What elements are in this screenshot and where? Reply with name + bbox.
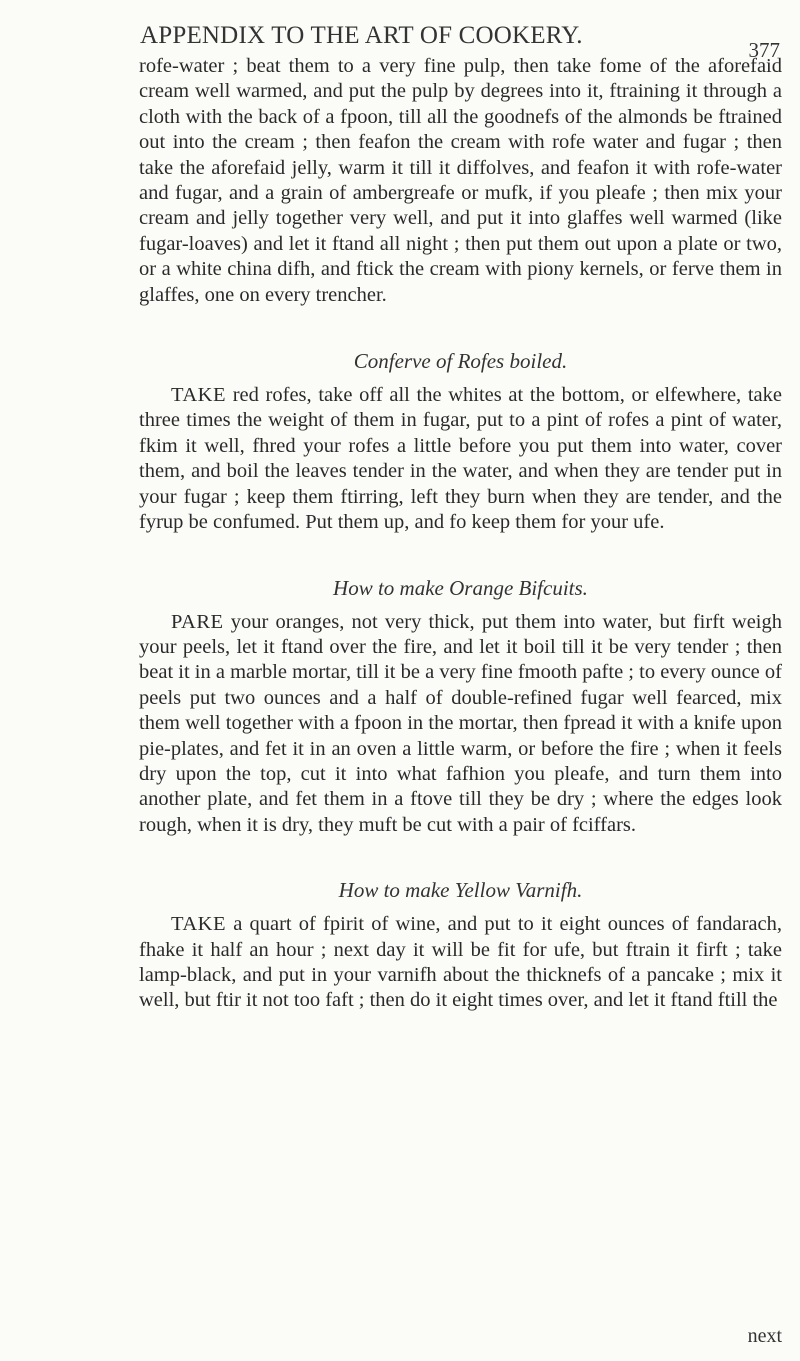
paragraph-text: red rofes, take off all the whites at the bottom, or elfewhere, take three times the weight of them in fugar, put to a pint of rofes a pint of water, fkim it well, fhred your rofes a little before you put them into water, cover them, and boil the leaves tender in the water, and when they are tender put in your fugar ; keep them ftirring, left they burn when they are tender, and the fyrup be confumed. Put them up, and fo keep them for your ufe. xyxy=(139,384,782,534)
paragraph-lead-word: TAKE xyxy=(171,384,227,407)
paragraph-lead-word: TAKE xyxy=(171,913,227,936)
body-text xyxy=(139,54,782,1014)
running-head: APPENDIX TO THE ART OF COOKERY. xyxy=(140,22,583,49)
continued-paragraph xyxy=(139,54,782,308)
paragraph-text: your oranges, not very thick, put them into water, but firft weigh your peels, let it ftand over the fire, and let it boil till it be very tender ; then beat it in a marble mortar, till it be a very fine fmooth pafte ; to every ounce of peels put two ounces and a half of double-refined fugar well fearced, mix them well together with a fpoon in the mortar, then fpread it with a knife upon pie-plates, and fet it in an oven a little warm, or before the fire ; when it feels dry upon the top, cut it into what fafhion you pleafe, and turn them into another plate, and fet them in a ftove till they be dry ; where the edges look rough, when it is dry, they muft be cut with a pair of fciffars. xyxy=(139,610,782,836)
paragraph-text: rofe-water ; beat them to a very fine pulp, then take fome of the aforefaid cream well warmed, and put the pulp by degrees into it, ftraining it through a cloth with the back of a fpoon, till all the goodnefs of the almonds be ftrained out into the cream ; then feafon the cream with rofe water and fugar ; then take the aforefaid jelly, warm it till it diffolves, and feafon it with rofe-water and fugar, and a grain of ambergreafe or mufk, if you pleafe ; then mix your cream and jelly together very well, and put it into glaffes well warmed (like fugar-loaves) and let it ftand all night ; then put them out upon a plate or two, or a white china difh, and ftick the cream with piony kernels, or ferve them in glaffes, one on every trencher. xyxy=(139,55,782,306)
recipe-paragraph-yellow-varnish xyxy=(139,912,782,1014)
recipe-heading-orange-biscuits: How to make Orange Bifcuits. xyxy=(333,575,588,600)
recipe-paragraph-conserve-of-roses xyxy=(139,383,782,535)
paragraph-lead-word: PARE xyxy=(171,610,224,633)
page-header xyxy=(140,16,780,62)
paragraph-text: a quart of fpirit of wine, and put to it eight ounces of fandarach, fhake it half an hour ; next day it will be fit for ufe, but ftrain it firft ; take lamp-black, and put in your varnifh about the thicknefs of a pancake ; mix it well, but ftir it not too faft ; then do it eight times over, and let it ftand ftill the xyxy=(139,913,782,1012)
recipe-paragraph-orange-biscuits xyxy=(139,610,782,839)
catchword: next xyxy=(747,1325,782,1347)
recipe-heading-conserve-of-roses: Conferve of Rofes boiled. xyxy=(353,349,568,374)
page-number: 377 xyxy=(748,38,780,62)
recipe-heading-yellow-varnish: How to make Yellow Varnifh. xyxy=(338,878,583,903)
